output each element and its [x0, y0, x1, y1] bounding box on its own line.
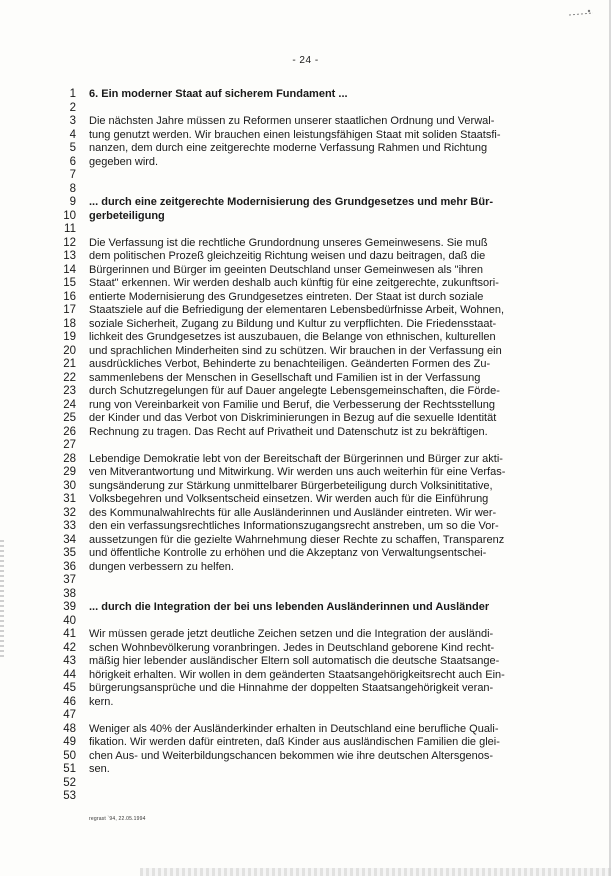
heading-line: gerbeteiligung [89, 209, 165, 222]
text-line: sen. [89, 763, 110, 775]
line-number: 22 [63, 371, 76, 384]
line-number: 3 [69, 115, 76, 127]
line-number: 36 [63, 560, 76, 573]
line-number: 6 [69, 155, 76, 168]
text-line: kern. [89, 695, 114, 708]
line-number: 51 [63, 763, 76, 775]
line-number: 2 [69, 101, 76, 114]
text-line: Die nächsten Jahre müssen zu Reformen unserer staatlichen Ordnung und Verwal- [89, 115, 495, 127]
line-number: 12 [63, 236, 76, 249]
line-number: 25 [63, 412, 76, 424]
line-number: 50 [63, 749, 76, 762]
line-number: 11 [64, 223, 76, 235]
line-number: 52 [63, 776, 76, 789]
line-number: 17 [63, 304, 76, 316]
text-line [89, 574, 521, 588]
line-number: 14 [63, 263, 76, 276]
text-line: schen Wohnbevölkerung voranbringen. Jedes in Deutschland geborene Kind recht- [89, 641, 495, 654]
line-number: 8 [69, 182, 76, 195]
text-line: Rechnung zu tragen. Das Recht auf Privatheit und Datenschutz ist zu bekräftigen. [89, 425, 488, 438]
line-number: 42 [63, 641, 76, 654]
line-number: 4 [69, 128, 76, 141]
line-number: 40 [63, 614, 76, 627]
line-number: 20 [63, 344, 76, 357]
text-line: Volksbegehren und Volksentscheid einsetzen. Wir werden auch für die Einführung [89, 493, 489, 505]
line-number: 43 [63, 655, 76, 667]
text-line: dem politischen Prozeß gleichzeitig Richtung weisen und dazu beitragen, daß die [89, 250, 486, 262]
text-line: nanzen, dem durch eine zeitgerechte moderne Verfassung Rahmen und Richtung [89, 142, 488, 154]
line-number: 15 [63, 277, 76, 289]
line-number: 19 [63, 331, 76, 343]
scan-artifact-mark [567, 6, 595, 18]
text-line: und öffentliche Kontrolle zu erhöhen und die Akzeptanz von Verwaltungsentschei- [89, 547, 487, 559]
scan-edge-left [0, 540, 4, 660]
text-line: aussetzungen für die gezielte Wahrnehmung dieser Rechte zu schaffen, Transparenz [89, 533, 505, 546]
text-line [89, 169, 521, 183]
text-line: sammenlebens der Menschen in Gesellschaft und Familien ist in der Verfassung [89, 371, 481, 384]
text-line [89, 439, 521, 453]
heading-line: ... durch eine zeitgerechte Modernisierung des Grundgesetzes und mehr Bür- [89, 196, 494, 208]
line-number: 53 [63, 790, 76, 802]
line-number: 35 [63, 547, 76, 559]
line-number: 26 [63, 425, 76, 438]
line-number: 39 [63, 601, 76, 613]
text-line: ven Mitverantwortung und Mitwirkung. Wir werden uns auch weiterhin für eine Verfas- [89, 466, 506, 478]
text-line [89, 790, 521, 804]
line-number: 27 [63, 439, 76, 451]
text-line: Wir müssen gerade jetzt deutliche Zeichen setzen und die Integration der ausländi- [89, 628, 494, 640]
text-line: den ein verfassungsrechtliches Informationszugangsrecht anstreben, um so die Vor- [89, 520, 499, 532]
text-line: Staatsziele auf die Befriedigung der elementaren Lebensbedürfnisse Arbeit, Wohnen, [89, 304, 505, 316]
text-line: bürgerungsansprüche und die Hinnahme der doppelten Staatsangehörigkeit veran- [89, 682, 494, 694]
line-number: 41 [63, 628, 76, 640]
text-line: Staat" erkennen. Wir werden deshalb auch künftig für eine zeitgerechte, zukunftsori- [89, 277, 499, 289]
line-number: 18 [63, 317, 76, 330]
line-number: 37 [63, 574, 76, 586]
text-line: mäßig hier lebender ausländischer Eltern soll automatisch die deutsche Staatsange- [89, 655, 500, 667]
line-number: 45 [63, 682, 76, 694]
text-line: lichkeit des Grundgesetzes ist auszubauen, die Belange von ethnischen, kulturellen [89, 331, 496, 343]
line-number: 23 [63, 385, 76, 397]
text-line [89, 102, 521, 116]
line-number: 33 [63, 520, 76, 532]
document-body [89, 88, 521, 804]
line-number: 9 [69, 196, 76, 208]
line-number: 28 [63, 452, 76, 465]
footer-note: regrast `94, 22.05.1994 [89, 816, 146, 822]
text-line [89, 183, 521, 197]
line-number: 5 [69, 142, 76, 154]
line-number: 34 [63, 533, 76, 546]
text-line [89, 223, 521, 237]
text-line: soziale Sicherheit, Zugang zu Bildung und Kultur zu verpflichten. Die Friedensstaat- [89, 317, 497, 330]
heading-line: ... durch die Integration der bei uns lebenden Ausländerinnen und Ausländer [89, 601, 490, 613]
text-line: Die Verfassung ist die rechtliche Grundordnung unseres Gemeinwesens. Sie muß [89, 236, 488, 249]
line-number-column [56, 88, 76, 804]
text-line: des Kommunalwahlrechts für alle Ausländerinnen und Ausländer eintreten. Wir wer- [89, 506, 497, 519]
line-number: 24 [63, 398, 76, 411]
text-line: rung von Vereinbarkeit von Familie und Beruf, die Verbesserung der Rechtsstellung [89, 398, 496, 411]
text-line [89, 777, 521, 791]
heading-line: 6. Ein moderner Staat auf sicherem Fundament ... [89, 88, 348, 100]
line-number: 1 [69, 88, 76, 100]
line-number: 49 [63, 736, 76, 748]
text-line: fikation. Wir werden dafür eintreten, daß Kinder aus ausländischen Familien die glei- [89, 736, 500, 748]
line-number: 44 [63, 668, 76, 681]
text-line: der Kinder und das Verbot von Diskriminierungen in Bezug auf die sexuelle Identität [89, 412, 497, 424]
line-number: 46 [63, 695, 76, 708]
text-line: und sprachlichen Minderheiten sind zu schützen. Wir brauchen in der Verfassung ein [89, 344, 502, 357]
text-line: Weniger als 40% der Ausländerkinder erhalten in Deutschland eine berufliche Quali- [89, 722, 499, 735]
text-line: durch Schutzregelungen für auf Dauer angelegte Lebensgemeinschaften, die Förde- [89, 385, 500, 397]
text-line: chen Aus- und Weiterbildungschancen bekommen wie ihre deutschen Altersgenos- [89, 749, 493, 762]
line-number: 38 [63, 587, 76, 600]
line-number: 31 [63, 493, 76, 505]
page-number: - 24 - [292, 55, 319, 66]
text-line: Bürgerinnen und Bürger im geeinten Deutschland unser Gemeinwesen als "ihren [89, 263, 484, 276]
text-line: sungsänderung zur Stärkung unmittelbarer Bürgerbeteiligung durch Volksinititative, [89, 479, 493, 492]
line-number: 47 [63, 709, 76, 721]
text-line: hörigkeit erhalten. Wir wollen in dem geänderten Staatsangehörigkeitsrecht auch Ein- [89, 668, 505, 681]
text-line: gegeben wird. [89, 155, 159, 168]
text-line [89, 709, 521, 723]
line-number: 10 [63, 209, 76, 222]
text-line [89, 615, 521, 629]
line-number: 21 [63, 358, 76, 370]
text-line: Lebendige Demokratie lebt von der Bereitschaft der Bürgerinnen und Bürger zur akti- [89, 452, 503, 465]
line-number: 30 [63, 479, 76, 492]
line-number: 32 [63, 506, 76, 519]
line-number: 16 [63, 290, 76, 303]
text-line: dungen verbessern zu helfen. [89, 560, 234, 573]
text-line: ausdrückliches Verbot, Behinderte zu benachteiligen. Geänderten Formen des Zu- [89, 358, 491, 370]
text-line: tung genutzt werden. Wir brauchen einen leistungsfähigen Staat mit soliden Staatsfi- [89, 128, 501, 141]
line-number: 29 [63, 466, 76, 478]
scan-edge-bottom [140, 868, 611, 876]
line-number: 48 [63, 722, 76, 735]
text-line [89, 588, 521, 602]
line-number: 13 [63, 250, 76, 262]
text-line: entierte Modernisierung des Grundgesetzes eintreten. Der Staat ist durch soziale [89, 290, 484, 303]
line-number: 7 [69, 169, 76, 181]
